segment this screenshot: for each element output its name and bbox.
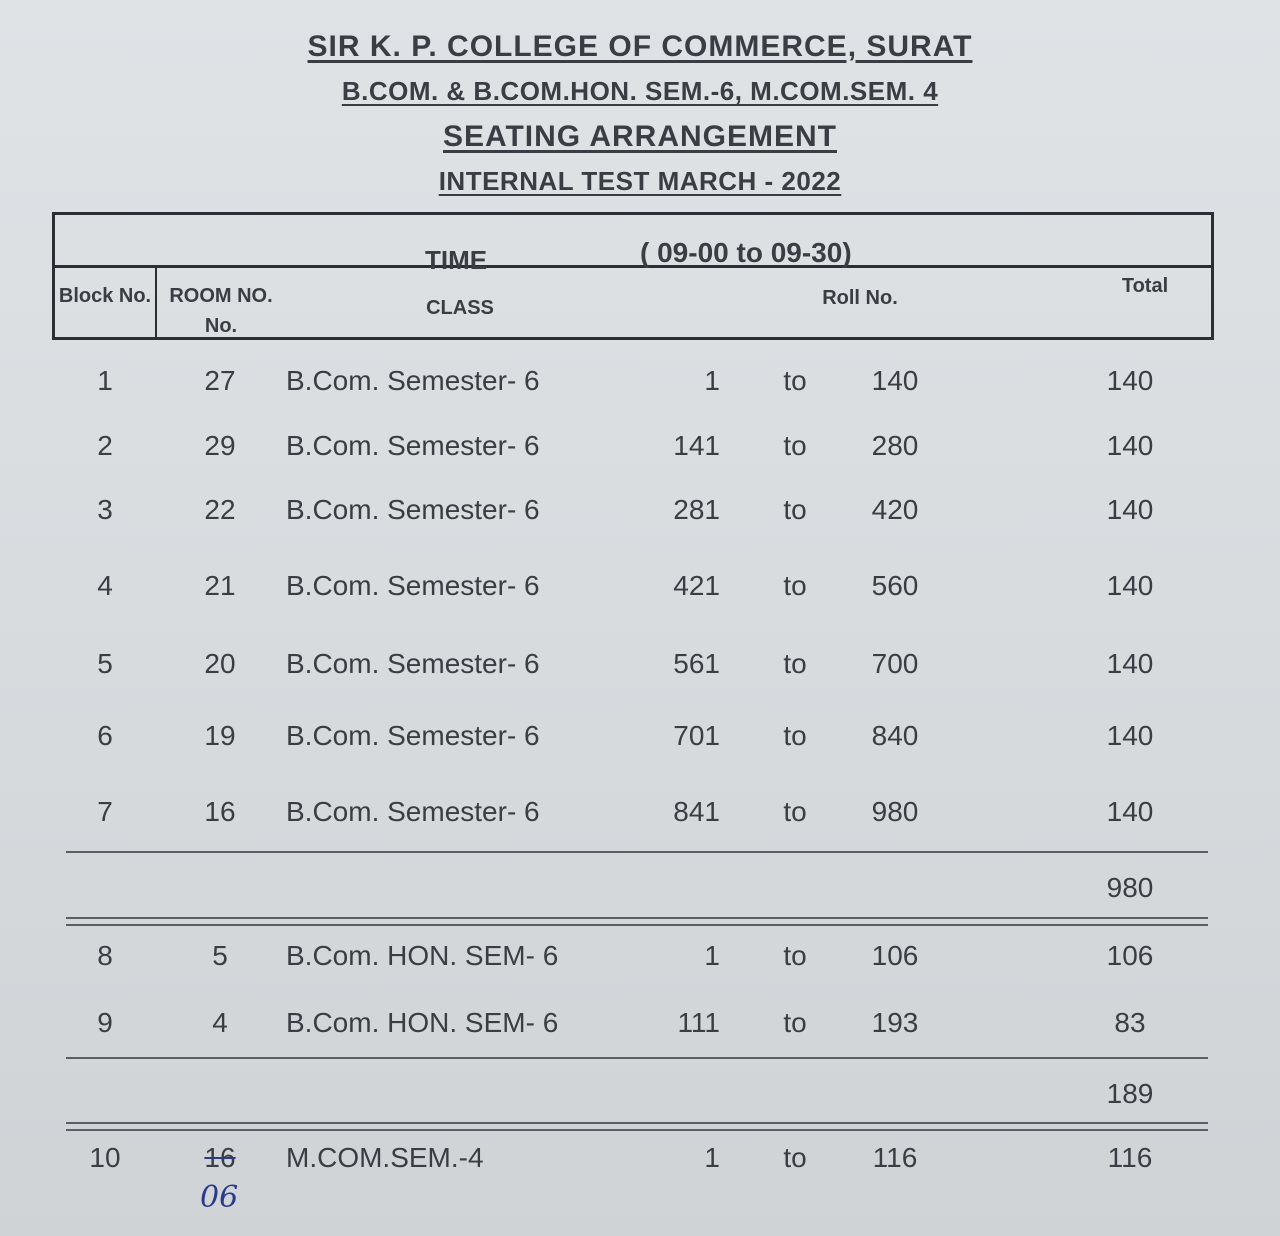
roll-till: 840 [871,720,919,751]
room-no: 4 [212,1007,228,1038]
roll-till: 140 [871,365,919,396]
roll-to-word: to [783,494,807,525]
row-total: 140 [1106,430,1154,461]
roll-till: 280 [871,430,919,461]
row-total: 83 [1114,1007,1146,1038]
double-rule [66,917,1208,926]
subtotal-honours: 189 [1106,1078,1154,1109]
roll-to-word: to [783,648,807,679]
roll-from: 1 [704,1142,720,1173]
class-name: B.Com. Semester- 6 [286,365,540,396]
row-total: 116 [1107,1142,1153,1173]
col-block: Block No. [58,285,152,307]
room-no: 16 [204,1142,236,1173]
roll-till: 560 [871,570,919,601]
roll-till: 116 [872,1142,918,1173]
roll-to-word: to [783,720,807,751]
roll-from: 1 [704,940,720,971]
roll-till: 700 [871,648,919,679]
college-name: SIR K. P. COLLEGE OF COMMERCE, SURAT [307,30,973,63]
roll-from: 561 [673,648,720,679]
block-no: 3 [97,494,113,525]
class-name: M.COM.SEM.-4 [286,1142,484,1173]
roll-to-word: to [783,1007,807,1038]
room-no: 21 [204,570,236,601]
col-total: Total [1121,275,1169,297]
row-total: 140 [1106,796,1154,827]
roll-to-word: to [783,1142,807,1173]
class-name: B.Com. Semester- 6 [286,796,540,827]
roll-till: 106 [871,940,919,971]
room-no: 20 [204,648,236,679]
block-no: 6 [97,720,113,751]
col-class: CLASS [426,297,494,319]
class-name: B.Com. Semester- 6 [286,494,540,525]
class-name: B.Com. Semester- 6 [286,648,540,679]
block-no: 5 [97,648,113,679]
roll-to-word: to [783,796,807,827]
test-name: INTERNAL TEST MARCH - 2022 [438,166,842,196]
block-no: 7 [97,796,113,827]
block-no: 9 [97,1007,113,1038]
double-rule [66,1122,1208,1131]
subtotal-rule [66,851,1208,853]
room-no: 29 [204,430,236,461]
roll-to-word: to [783,365,807,396]
roll-from: 421 [673,570,720,601]
roll-to-word: to [783,570,807,601]
roll-to-word: to [783,940,807,971]
page-title: SEATING ARRANGEMENT [443,120,837,153]
block-no: 1 [97,365,113,396]
row-total: 140 [1106,570,1154,601]
room-no: 19 [204,720,236,751]
class-name: B.Com. HON. SEM- 6 [286,940,559,971]
roll-from: 841 [673,796,720,827]
block-no: 2 [97,430,113,461]
class-name: B.Com. HON. SEM- 6 [286,1007,559,1038]
col-room: ROOM NO. No. [169,285,273,337]
row-total: 140 [1106,365,1154,396]
block-no: 10 [89,1142,121,1173]
row-total: 140 [1106,720,1154,751]
time-value: ( 09-00 to 09-30) [640,237,852,268]
row-total: 140 [1106,494,1154,525]
handwritten-room-correction: 06 [200,1180,239,1215]
subtotal-rule [66,1057,1208,1059]
roll-from: 141 [673,430,720,461]
class-name: B.Com. Semester- 6 [286,430,540,461]
block-no: 8 [97,940,113,971]
room-no: 5 [212,940,228,971]
roll-till: 193 [871,1007,919,1038]
row-total: 106 [1106,940,1154,971]
roll-from: 701 [673,720,720,751]
roll-from: 1 [704,365,720,396]
roll-from: 111 [677,1007,720,1038]
time-label: TIME [425,245,488,275]
courses-line: B.COM. & B.COM.HON. SEM.-6, M.COM.SEM. 4 [341,76,939,106]
table-header-box [52,212,1214,340]
class-name: B.Com. Semester- 6 [286,570,540,601]
room-no: 16 [204,796,236,827]
roll-till: 980 [871,796,919,827]
class-name: B.Com. Semester- 6 [286,720,540,751]
subtotal-semester: 980 [1106,872,1154,903]
col-roll: Roll No. [822,287,898,309]
row-total: 140 [1106,648,1154,679]
room-no: 22 [204,494,236,525]
room-no: 27 [204,365,236,396]
roll-till: 420 [871,494,919,525]
roll-from: 281 [673,494,720,525]
roll-to-word: to [783,430,807,461]
block-no: 4 [97,570,113,601]
